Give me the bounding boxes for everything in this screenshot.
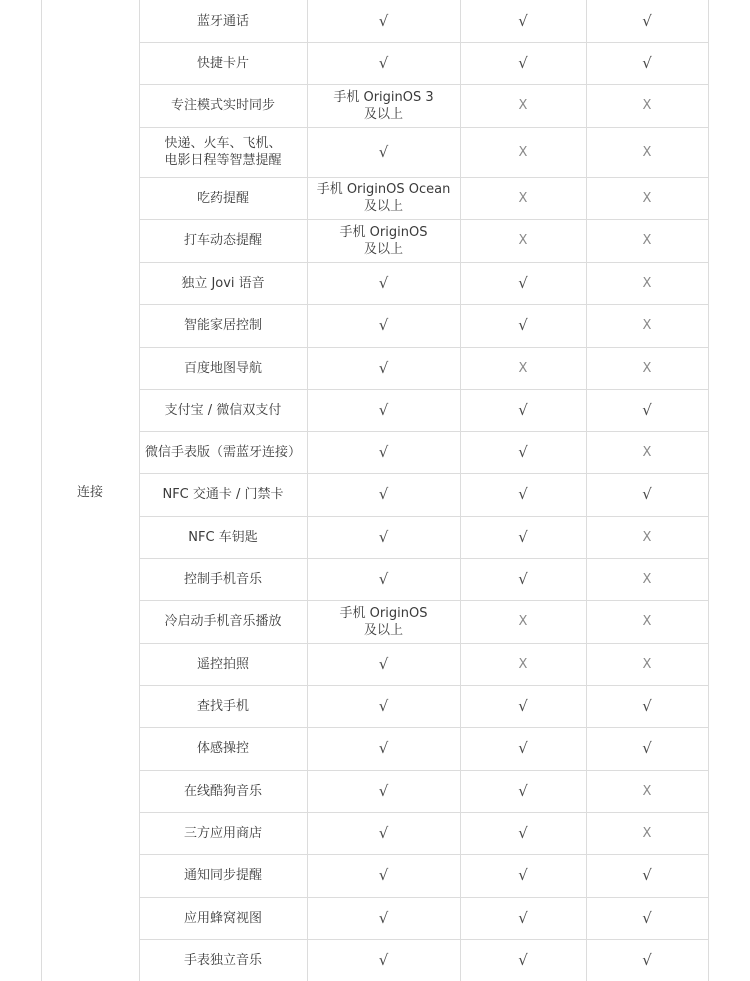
- feature-name-cell: 冷启动手机音乐播放: [164, 614, 282, 629]
- feature-name-cell: 百度地图导航: [183, 360, 262, 376]
- check-mark-icon: √: [642, 11, 652, 30]
- check-mark-icon: √: [378, 527, 389, 546]
- feature-name-cell: 遥控拍照: [196, 656, 249, 672]
- column-divider: [708, 0, 709, 981]
- requirement-note-cell: 手机 OriginOS 及以上: [339, 605, 428, 638]
- check-mark-icon: √: [378, 739, 389, 757]
- check-mark-icon: √: [378, 781, 389, 800]
- feature-name-cell: 查找手机: [196, 698, 249, 714]
- cross-mark-icon: X: [642, 360, 652, 376]
- group-label-connection: 连接: [76, 485, 103, 500]
- check-mark-icon: √: [518, 569, 528, 588]
- cross-mark-icon: X: [642, 571, 652, 587]
- feature-name-cell: 智能家居控制: [183, 318, 262, 333]
- feature-name-cell: 蓝牙通话: [196, 13, 249, 29]
- requirement-note-cell: 手机 OriginOS Ocean 及以上: [316, 182, 451, 214]
- check-mark-icon: √: [518, 273, 528, 292]
- check-mark-icon: √: [518, 908, 528, 927]
- check-mark-icon: √: [518, 485, 528, 503]
- feature-name-cell: 打车动态提醒: [183, 233, 262, 248]
- check-mark-icon: √: [642, 696, 652, 715]
- feature-name-cell: 快递、火车、飞机、 电影日程等智慧提醒: [164, 136, 282, 168]
- cross-mark-icon: X: [642, 656, 652, 672]
- cross-mark-icon: X: [642, 233, 652, 248]
- check-mark-icon: √: [378, 442, 389, 461]
- check-mark-icon: √: [378, 654, 389, 673]
- feature-name-cell: 三方应用商店: [183, 825, 262, 841]
- check-mark-icon: √: [642, 950, 652, 969]
- check-mark-icon: √: [518, 53, 528, 72]
- check-mark-icon: √: [518, 866, 528, 884]
- check-mark-icon: √: [642, 53, 652, 72]
- cross-mark-icon: X: [518, 144, 528, 160]
- check-mark-icon: √: [378, 316, 389, 334]
- feature-name-cell: 体感操控: [196, 741, 249, 756]
- feature-name-cell: NFC 车钥匙: [188, 529, 258, 545]
- feature-name-cell: 微信手表版（需蓝牙连接）: [144, 444, 301, 460]
- requirement-note-cell: 手机 OriginOS 及以上: [339, 224, 428, 257]
- cross-mark-icon: X: [642, 614, 652, 629]
- column-divider: [586, 0, 587, 981]
- feature-name-cell: 控制手机音乐: [183, 571, 262, 587]
- cross-mark-icon: X: [518, 614, 528, 629]
- check-mark-icon: √: [378, 11, 389, 30]
- cross-mark-icon: X: [642, 275, 652, 291]
- check-mark-icon: √: [642, 739, 652, 757]
- check-mark-icon: √: [378, 823, 389, 842]
- cross-mark-icon: X: [518, 190, 528, 206]
- feature-name-cell: 在线酷狗音乐: [183, 783, 262, 799]
- cross-mark-icon: X: [518, 233, 528, 248]
- feature-name-cell: 吃药提醒: [196, 190, 249, 206]
- feature-name-cell: NFC 交通卡 / 门禁卡: [162, 487, 284, 502]
- check-mark-icon: √: [378, 569, 389, 588]
- check-mark-icon: √: [642, 908, 652, 927]
- check-mark-icon: √: [378, 358, 389, 377]
- column-divider: [41, 0, 42, 981]
- cross-mark-icon: X: [518, 656, 528, 672]
- check-mark-icon: √: [642, 866, 652, 884]
- feature-name-cell: 快捷卡片: [196, 55, 249, 71]
- check-mark-icon: √: [378, 53, 389, 72]
- check-mark-icon: √: [642, 400, 652, 419]
- check-mark-icon: √: [378, 908, 389, 927]
- column-divider: [307, 0, 308, 981]
- cross-mark-icon: X: [642, 783, 652, 799]
- column-divider: [139, 0, 140, 981]
- requirement-note-cell: 手机 OriginOS 3 及以上: [333, 89, 434, 122]
- check-mark-icon: √: [518, 400, 528, 419]
- check-mark-icon: √: [378, 142, 389, 161]
- feature-name-cell: 手表独立音乐: [183, 952, 262, 968]
- cross-mark-icon: X: [642, 529, 652, 545]
- check-mark-icon: √: [378, 273, 389, 292]
- feature-name-cell: 通知同步提醒: [183, 868, 262, 883]
- check-mark-icon: √: [518, 823, 528, 842]
- cross-mark-icon: X: [642, 98, 652, 113]
- feature-name-cell: 应用蜂窝视图: [183, 910, 262, 926]
- check-mark-icon: √: [378, 696, 389, 715]
- cross-mark-icon: X: [642, 190, 652, 206]
- cross-mark-icon: X: [642, 825, 652, 841]
- check-mark-icon: √: [378, 950, 389, 969]
- check-mark-icon: √: [378, 400, 389, 419]
- check-mark-icon: √: [518, 527, 528, 546]
- feature-name-cell: 支付宝 / 微信双支付: [164, 402, 282, 418]
- check-mark-icon: √: [518, 316, 528, 334]
- column-divider: [460, 0, 461, 981]
- cross-mark-icon: X: [642, 144, 652, 160]
- check-mark-icon: √: [378, 866, 389, 884]
- check-mark-icon: √: [518, 739, 528, 757]
- feature-name-cell: 专注模式实时同步: [170, 98, 275, 113]
- check-mark-icon: √: [378, 485, 389, 503]
- check-mark-icon: √: [518, 781, 528, 800]
- check-mark-icon: √: [518, 696, 528, 715]
- cross-mark-icon: X: [642, 318, 652, 333]
- check-mark-icon: √: [518, 11, 528, 30]
- check-mark-icon: √: [518, 950, 528, 969]
- cross-mark-icon: X: [518, 360, 528, 376]
- feature-name-cell: 独立 Jovi 语音: [181, 275, 265, 291]
- cross-mark-icon: X: [518, 98, 528, 113]
- check-mark-icon: √: [518, 442, 528, 461]
- check-mark-icon: √: [642, 485, 652, 503]
- cross-mark-icon: X: [642, 444, 652, 460]
